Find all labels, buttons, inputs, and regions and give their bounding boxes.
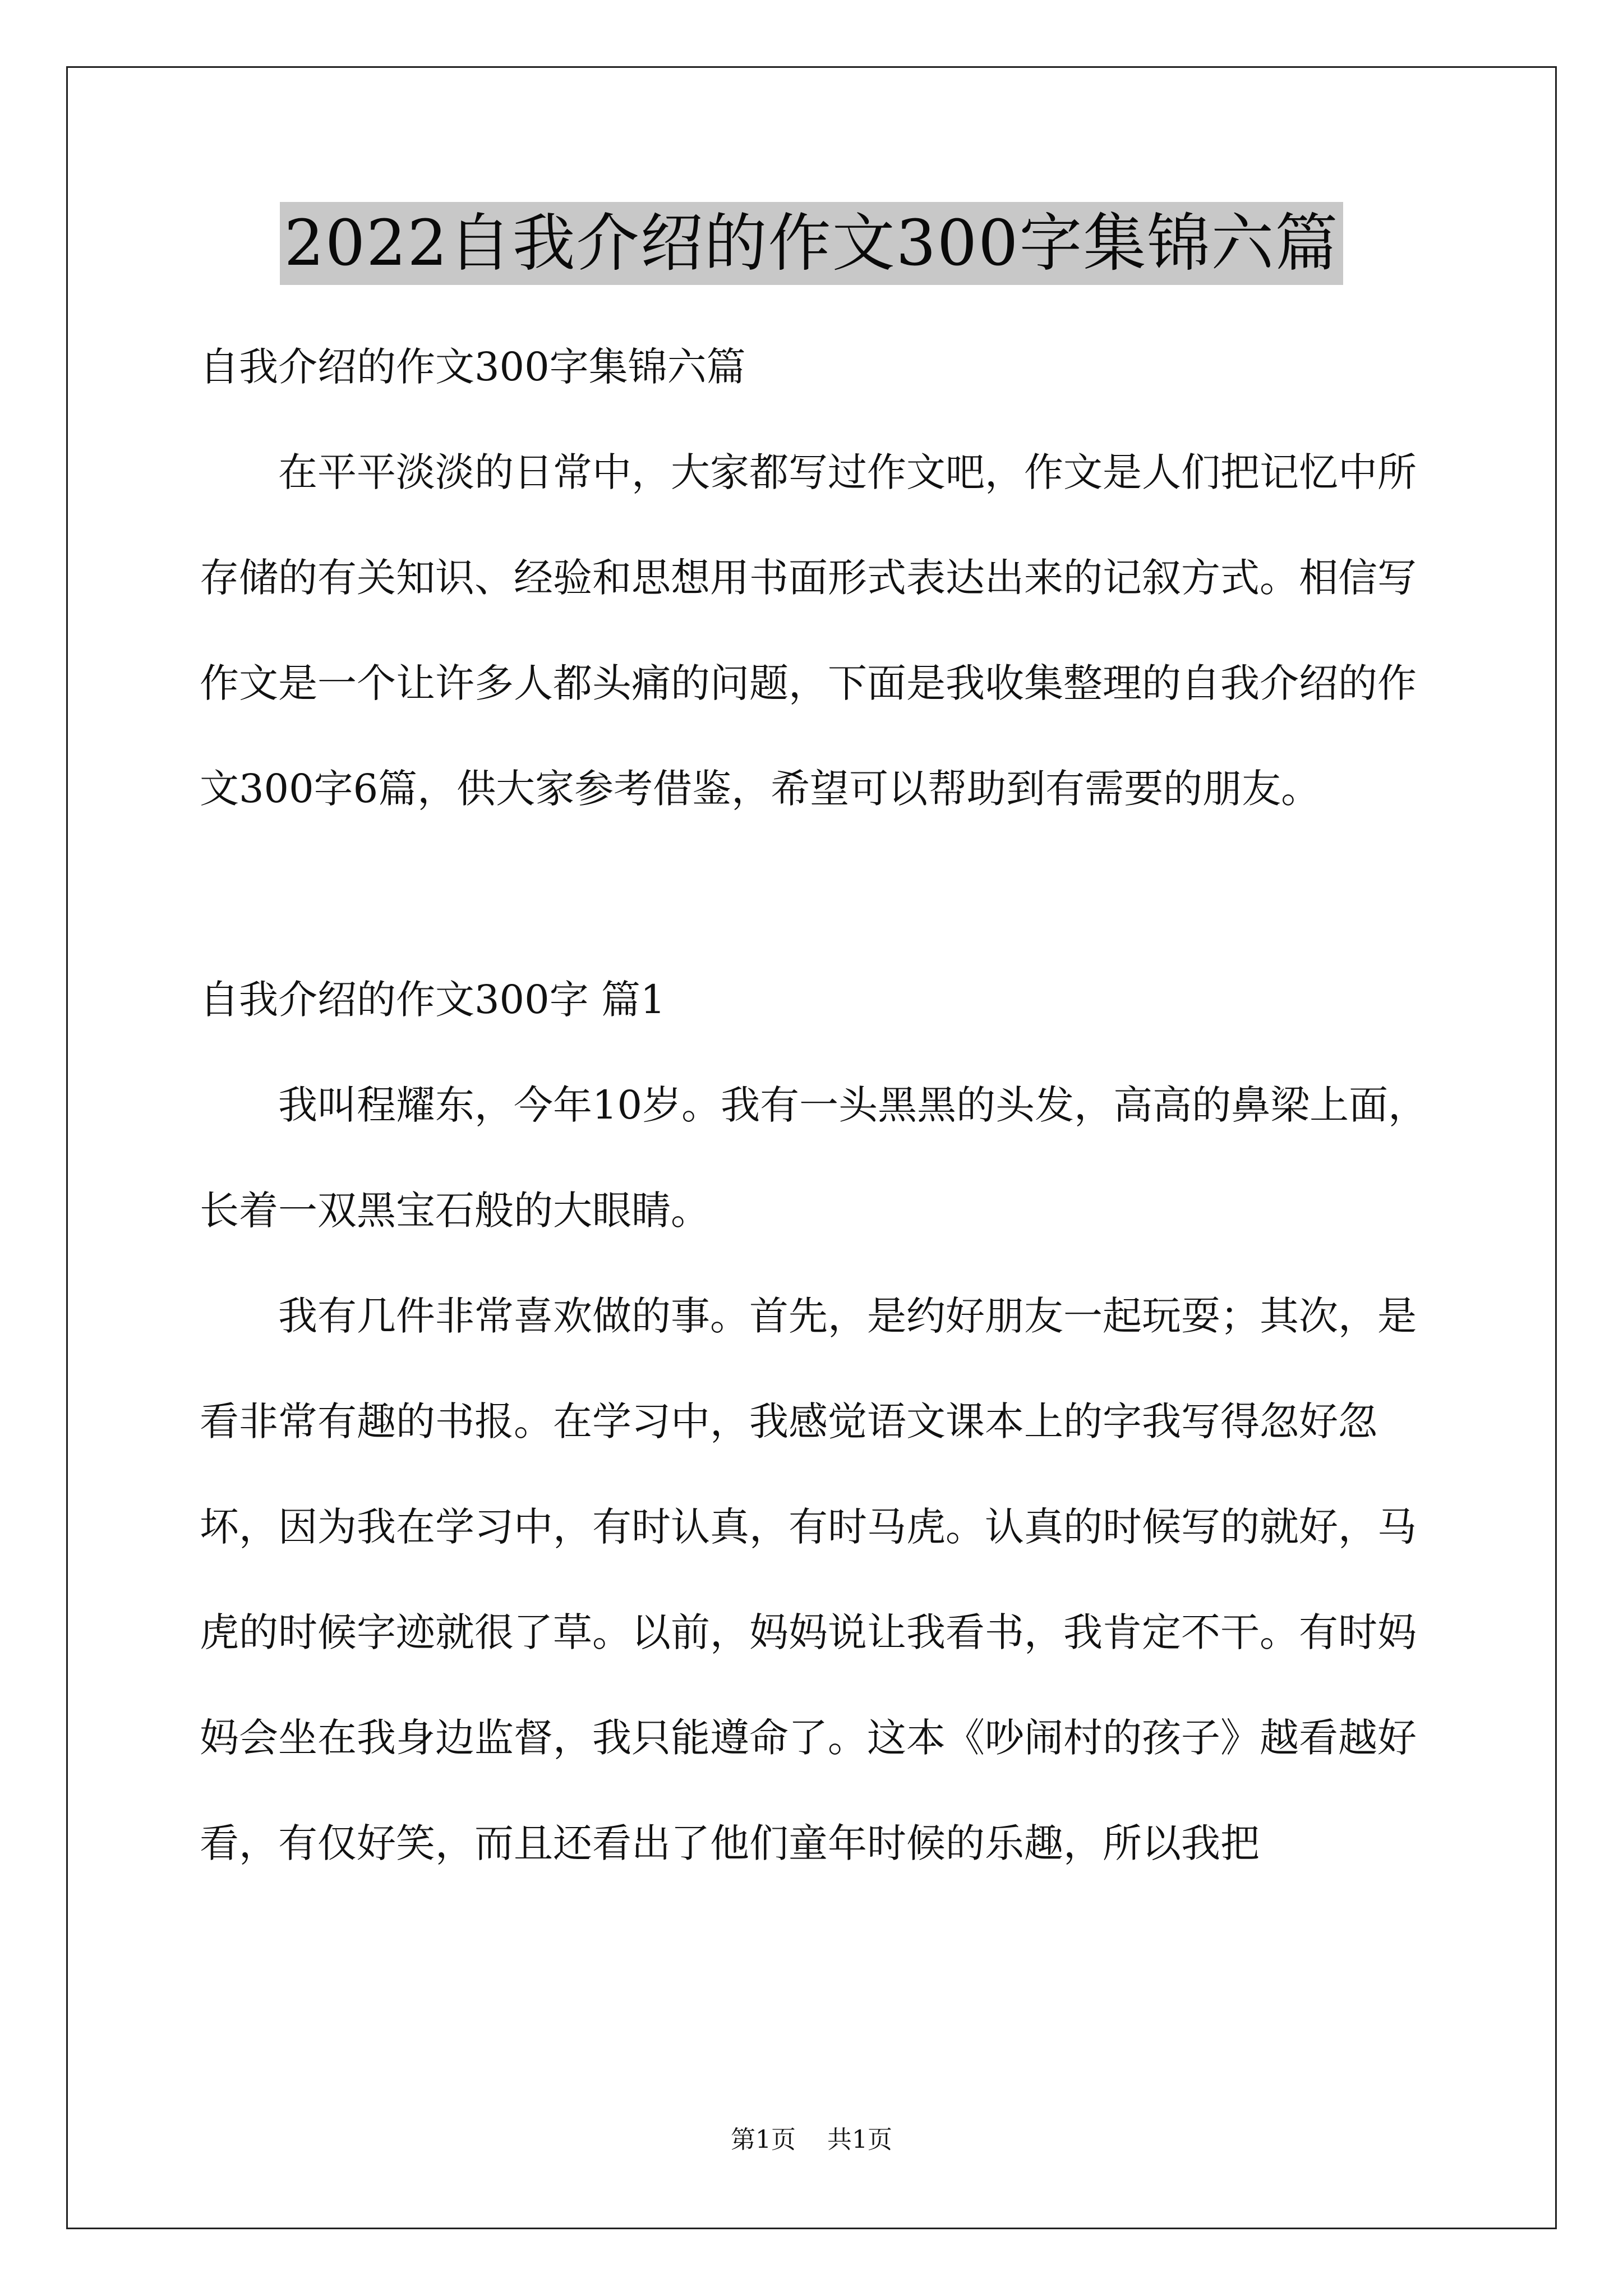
intro-paragraph: 在平平淡淡的日常中，大家都写过作文吧，作文是人们把记忆中所存储的有关知识、经验和思想用书面形式表达出来的记叙方式。相信写作文是一个让许多人都头痛的问题，下面是我收集整理的自我介绍的作文300字6篇，供大家参考借鉴，希望可以帮助到有需要的朋友。 — [200, 449, 1417, 812]
title-container — [0, 202, 1623, 285]
document-subtitle: 自我介绍的作文300字集锦六篇 — [200, 344, 746, 390]
document-title: 2022自我介绍的作文300字集锦六篇 — [280, 202, 1344, 285]
body-paragraph-2: 我有几件非常喜欢做的事。首先，是约好朋友一起玩耍；其次，是看非常有趣的书报。在学习中，我感觉语文课本上的字我写得忽好忽坏，因为我在学习中，有时认真，有时马虎。认真的时候写的就好，马虎的时候字迹就很了草。以前，妈妈说让我看书，我肯定不干。有时妈妈会坐在我身边监督，我只能遵命了。这本《吵闹村的孩子》越看越好看，有仅好笑，而且还看出了他们童年时候的乐趣，所以我把 — [200, 1293, 1417, 1866]
page-number-total: 共1页 — [827, 2125, 892, 2154]
body-paragraph-1: 我叫程耀东，今年10岁。我有一头黑黑的头发，高高的鼻梁上面，长着一双黑宝石般的大眼睛。 — [200, 1082, 1428, 1234]
page-footer — [0, 2123, 1623, 2157]
section-heading: 自我介绍的作文300字 篇1 — [200, 977, 666, 1023]
document-body — [200, 314, 1433, 1896]
page-number-current: 第1页 — [731, 2125, 796, 2154]
